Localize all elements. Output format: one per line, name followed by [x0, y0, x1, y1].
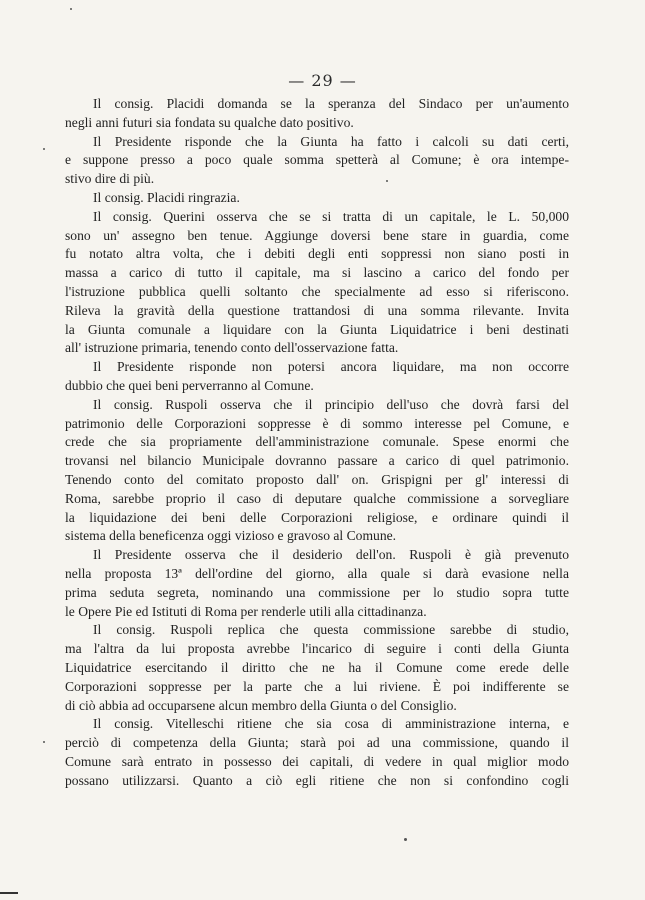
text-line: Il Presidente risponde che la Giunta ha fatto i calcoli su dati certi, — [93, 133, 569, 149]
text-line: la liquidazione dei beni delle Corporazioni religiose, e ordinare quindi il — [65, 509, 569, 525]
paper-speck — [43, 741, 45, 743]
text-line: sono un' assegno ben tenue. Aggiunge doversi bene stare in guardia, come — [65, 227, 569, 243]
text-line: Liquidatrice esercitando il diritto che ne ha il Comune come erede delle — [65, 659, 569, 675]
text-line: Il consig. Querini osserva che se si tratta di un capitale, le L. 50,000 — [93, 208, 569, 224]
body-text — [65, 95, 569, 790]
text-line: massa a carico di tutto il capitale, ma si lascino a carico del fondo per — [65, 265, 569, 281]
text-line: e suppone presso a poco quale somma spetterà al Comune; è ora intempe- — [65, 152, 569, 168]
text-line: fu notato altra volta, che i debiti degli enti soppressi non siano posti in — [65, 246, 569, 262]
text-line: Il Presidente risponde non potersi ancora liquidare, ma non occorre — [93, 359, 569, 375]
paper-speck — [43, 148, 45, 150]
text-line: Roma, sarebbe proprio il caso di deputare qualche commissione a sorvegliare — [65, 490, 569, 506]
text-line: di ciò abbia ad occuparsene alcun membro della Giunta o del Consiglio. — [65, 697, 457, 713]
text-line: negli anni futuri sia fondata su qualche dato positivo. — [65, 114, 354, 130]
text-line: all' istruzione primaria, tenendo conto dell'osservazione fatta. — [65, 340, 399, 356]
text-line: Il consig. Ruspoli replica che questa commissione sarebbe di studio, — [93, 622, 569, 638]
text-line: Tenendo conto del comitato proposto dall' on. Grispigni per gl' interessi di — [65, 471, 569, 487]
text-line: patrimonio delle Corporazioni soppresse è di sommo interesse pel Comune, e — [65, 415, 569, 431]
page-edge-mark — [0, 892, 18, 894]
text-line: sistema della beneficenza oggi vizioso e gravoso al Comune. — [65, 528, 397, 544]
text-line: trovansi nel bilancio Municipale dovranno passare a carico di quel patrimonio. — [65, 453, 569, 469]
text-line: Il consig. Placidi domanda se la speranza del Sindaco per un'aumento — [93, 96, 569, 111]
text-line: Rileva la gravità della questione trattandosi di una somma rilevante. Invita — [65, 302, 569, 318]
text-line: stivo dire di più. — [65, 171, 155, 187]
text-line: nella proposta 13ª dell'ordine del giorno, alla quale si darà evasione nella — [65, 565, 569, 581]
paper-speck — [70, 8, 72, 10]
text-line: perciò di competenza della Giunta; starà poi ad una commissione, quando il — [65, 735, 569, 751]
text-line: prima seduta segreta, nominando una commissione per lo studio sopra tutte — [65, 584, 569, 600]
text-line: le Opere Pie ed Istituti di Roma per renderle utili alla cittadinanza. — [65, 603, 427, 619]
text-line: possano utilizzarsi. Quanto a ciò egli ritiene che non si confondino cogli — [65, 772, 569, 788]
paper-speck — [404, 838, 407, 841]
text-line: crede che sia propriamente dell'amministrazione comunale. Spese enormi che — [65, 434, 569, 450]
text-line: dubbio che quei beni perverranno al Comune. — [65, 377, 314, 393]
paper-speck — [386, 180, 388, 182]
text-line: ma l'altra da lui proposta avrebbe l'incarico di seguire i conti della Giunta — [65, 641, 569, 657]
text-line: la Giunta comunale a liquidare con la Giunta Liquidatrice i beni destinati — [65, 321, 569, 337]
page-number: — 29 — — [288, 71, 357, 90]
text-line: Comune sarà entrato in possesso dei capitali, di vedere in qual miglior modo — [65, 753, 569, 769]
text-line: Il Presidente osserva che il desiderio dell'on. Ruspoli è già prevenuto — [93, 547, 569, 563]
text-line: Il consig. Ruspoli osserva che il principio dell'uso che dovrà farsi del — [93, 396, 569, 412]
text-line: Il consig. Placidi ringrazia. — [93, 189, 240, 205]
text-line: Corporazioni soppresse per la parte che a lui riviene. È poi indifferente se — [65, 678, 569, 694]
text-line: Il consig. Vitelleschi ritiene che sia cosa di amministrazione interna, e — [93, 716, 569, 732]
text-line: l'istruzione pubblica quelli soltanto che specialmente ad esso si riferiscono. — [65, 283, 569, 299]
